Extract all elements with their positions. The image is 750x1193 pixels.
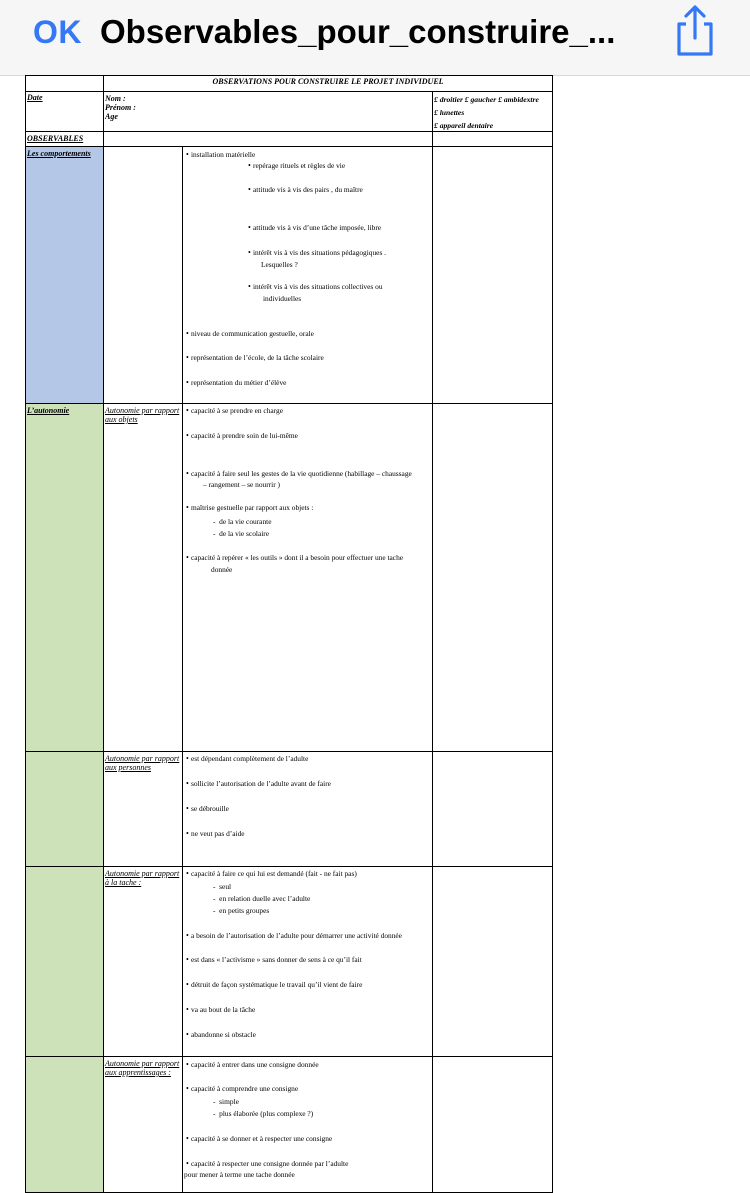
list-item-continued: Lesquelles ? [261,260,298,269]
list-item: • représentation de l’école, de la tâche scolaire [186,353,324,362]
header-empty-cell [25,75,104,92]
date-cell [25,91,104,132]
list-item: • maîtrise gestuelle par rapport aux objets : [186,503,314,512]
list-item: • niveau de communication gestuelle, orale [186,329,314,338]
observables-notes-cell [432,131,553,147]
list-item: • capacité à se prendre en charge [186,406,283,415]
list-item: • a besoin de l’autorisation de l’adulte pour démarrer une activité donnée [186,931,402,940]
list-item: • va au bout de la tâche [186,1005,256,1014]
autonomie-label-cell [25,403,104,752]
list-item: • capacité à faire ce qui lui est demandé (fait - ne fait pas) [186,869,357,878]
top-bar [0,0,750,76]
list-item: • capacité à repérer « les outils » dont il a besoin pour effectuer une tache [186,553,404,562]
share-icon[interactable] [672,4,718,56]
objets-notes-cell [432,403,553,752]
apprentissages-items-cell [182,1056,433,1193]
tache-green-cell [25,866,104,1057]
apprentissages-notes-cell [432,1056,553,1193]
apprentissages-green-cell [25,1056,104,1193]
checkbox-options [434,93,539,132]
objets-items-cell [182,403,433,752]
apprentissages-label: Autonomie par rapport aux apprentissages : [105,1059,180,1077]
sub-item: - de la vie scolaire [213,529,270,538]
list-item-continued: – rangement – se nourrir ) [203,480,280,489]
table-title: OBSERVATIONS POUR CONSTRUIRE LE PROJET INDIVIDUEL [212,77,444,86]
observables-empty-cell [103,131,433,147]
apprentissages-sub-cell [103,1056,183,1193]
comportements-notes-cell [432,146,553,404]
list-item: • attitude vis à vis d’une tâche imposée, libre [248,223,382,232]
personnes-sub-cell [103,751,183,867]
objets-sub-cell [103,403,183,752]
list-item: • capacité à se donner et à respecter une consigne [186,1134,333,1143]
list-item: • sollicite l’autorisation de l’adulte avant de faire [186,779,331,788]
tache-notes-cell [432,866,553,1057]
sub-item: - seul [213,882,232,891]
document-page [25,75,553,1193]
identity-cell [103,91,433,132]
check-handedness: £ droitier £ gaucher £ ambidextre [434,95,539,104]
comportements-sub-cell [103,146,183,404]
list-item: • ne veut pas d’aide [186,829,245,838]
list-item-continued: pour mener à terme une tache donnée [184,1170,295,1179]
nom-label: Nom : [105,94,126,103]
observables-label: OBSERVABLES [27,134,84,143]
check-dental: £ appareil dentaire [434,121,494,130]
list-item: • abandonne si obstacle [186,1030,256,1039]
list-item-continued: donnée [211,565,233,574]
list-item: • capacité à entrer dans une consigne donnée [186,1060,319,1069]
ok-button[interactable]: OK [33,14,82,50]
document-title: Observables_pour_construire_... [100,13,616,50]
list-item: • se débrouille [186,804,229,813]
list-item: • capacité à comprendre une consigne [186,1084,299,1093]
list-item: • détruit de façon systématique le travail qu’il vient de faire [186,980,363,989]
personnes-notes-cell [432,751,553,867]
list-item: • installation matérielle [186,150,256,159]
list-item: • est dépendant complètement de l’adulte [186,754,309,763]
list-item: • intérêt vis à vis des situations collectives ou [248,282,383,291]
list-item: • attitude vis à vis des pairs , du maître [248,185,363,194]
sub-item: - simple [213,1097,239,1106]
prenom-label: Prénom : [105,103,136,112]
date-label: Date [27,93,43,102]
age-label: Age [105,112,118,121]
list-item: • est dans « l’activisme » sans donner de sens à ce qu’il fait [186,955,362,964]
objets-label: Autonomie par rapport aux objets [105,406,180,424]
list-item: • représentation du métier d’élève [186,378,287,387]
personnes-items-cell [182,751,433,867]
list-item: • intérêt vis à vis des situations pédagogiques . [248,248,387,257]
comportements-items-cell [182,146,433,404]
list-item-continued: individuelles [263,294,302,303]
checks-cell [432,91,553,132]
list-item: • capacité à respecter une consigne donnée par l’adulte [186,1159,349,1168]
autonomie-label: L’autonomie [27,406,70,415]
tache-label: Autonomie par rapport à la tache : [105,869,180,887]
list-item: • capacité à prendre soin de lui-même [186,431,298,440]
list-item: • repérage rituels et règles de vie [248,161,346,170]
tache-items-cell [182,866,433,1057]
header-title-cell [103,75,553,92]
list-item: • capacité à faire seul les gestes de la vie quotidienne (habillage – chaussage [186,469,412,478]
observables-cell [25,131,104,147]
sub-item: - plus élaborée (plus complexe ?) [213,1109,314,1118]
personnes-green-cell [25,751,104,867]
personnes-label: Autonomie par rapport aux personnes [105,754,180,772]
comportements-label: Les comportements [27,149,91,158]
sub-item: - en relation duelle avec l’adulte [213,894,311,903]
comportements-label-cell [25,146,104,404]
tache-sub-cell [103,866,183,1057]
check-glasses: £ lunettes [434,108,465,117]
sub-item: - de la vie courante [213,517,272,526]
sub-item: - en petits groupes [213,906,270,915]
